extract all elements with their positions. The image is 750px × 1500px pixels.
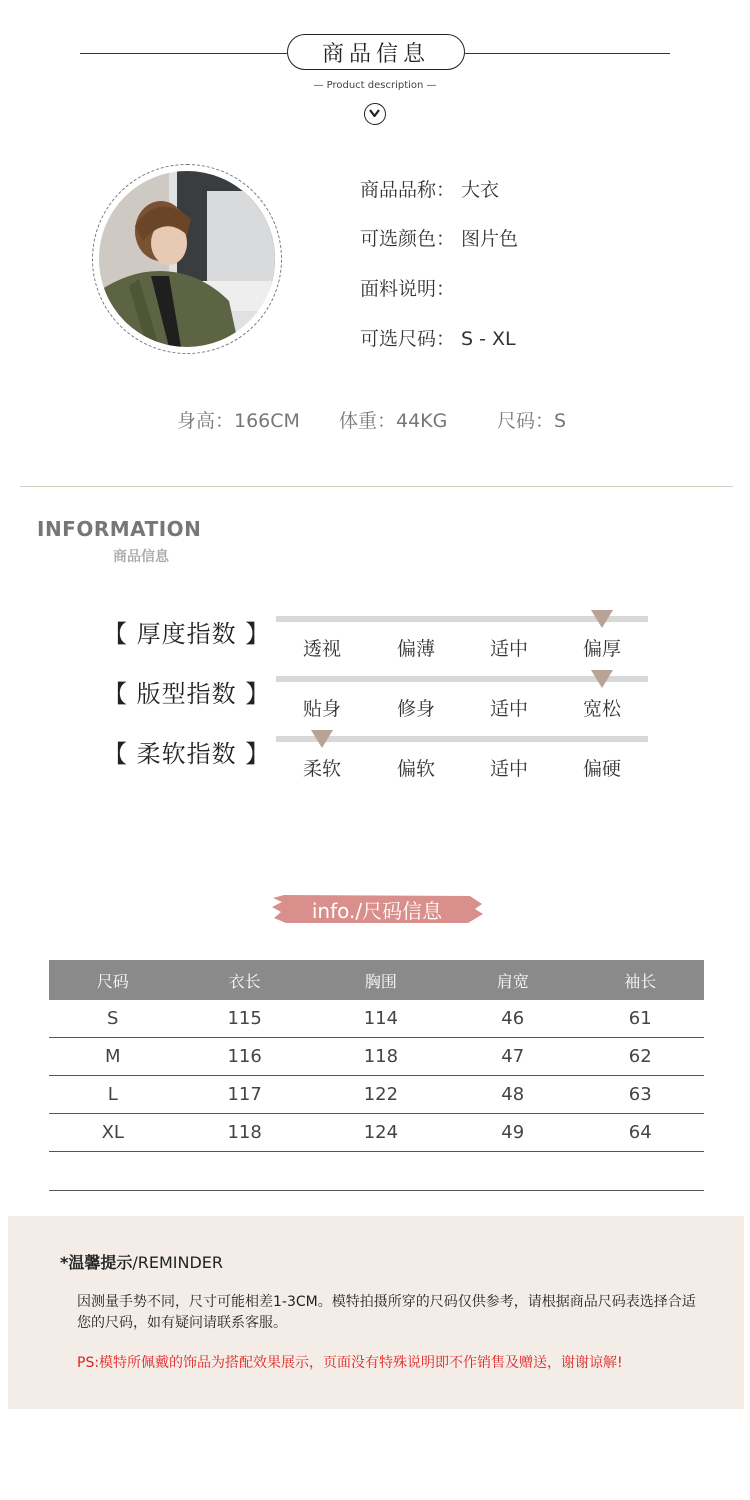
table-cell: 49 bbox=[449, 1114, 576, 1152]
table-cell bbox=[449, 1152, 576, 1191]
scale-option: 贴身 bbox=[302, 698, 341, 720]
reminder-title-strong: *温馨提示 bbox=[60, 1253, 133, 1272]
table-cell: 114 bbox=[313, 1000, 449, 1038]
scale-marker-icon bbox=[591, 670, 613, 688]
spec-value: S - XL bbox=[461, 328, 516, 350]
table-row bbox=[49, 1000, 704, 1038]
table-cell: 62 bbox=[577, 1038, 705, 1076]
spec-sizes bbox=[360, 324, 516, 351]
information-heading: INFORMATION bbox=[37, 517, 202, 541]
scale-option: 偏硬 bbox=[582, 758, 621, 780]
table-cell: 63 bbox=[577, 1076, 705, 1114]
scale-marker-icon bbox=[591, 610, 613, 628]
col-header-size: 尺码 bbox=[49, 960, 176, 1000]
size-table-header bbox=[49, 960, 704, 1000]
table-cell: 118 bbox=[176, 1114, 312, 1152]
scale-marker-icon bbox=[311, 730, 333, 748]
spec-color bbox=[360, 224, 518, 251]
table-cell: 116 bbox=[176, 1038, 312, 1076]
table-cell: 122 bbox=[313, 1076, 449, 1114]
col-header-sleeve: 袖长 bbox=[577, 960, 705, 1000]
table-cell: 118 bbox=[313, 1038, 449, 1076]
section-divider bbox=[20, 486, 733, 487]
col-header-shoulder: 肩宽 bbox=[449, 960, 576, 1000]
table-row bbox=[49, 1076, 704, 1114]
scale-option: 适中 bbox=[489, 758, 528, 780]
spec-fabric bbox=[360, 274, 461, 301]
table-cell: L bbox=[49, 1076, 176, 1114]
section-subtitle: — Product description — bbox=[313, 80, 437, 91]
col-header-length: 衣长 bbox=[176, 960, 312, 1000]
spec-value: 大衣 bbox=[461, 179, 500, 201]
scale-label: 【 厚度指数 】 bbox=[103, 620, 271, 648]
table-cell bbox=[176, 1152, 312, 1191]
header-line-left bbox=[80, 53, 287, 54]
table-cell: 64 bbox=[577, 1114, 705, 1152]
scale-option: 柔软 bbox=[302, 758, 341, 780]
table-cell: S bbox=[49, 1000, 176, 1038]
spec-label: 可选尺码： bbox=[360, 328, 456, 350]
information-subheading: 商品信息 bbox=[113, 549, 169, 565]
product-photo bbox=[99, 171, 275, 347]
table-cell: 115 bbox=[176, 1000, 312, 1038]
chevron-down-icon bbox=[364, 103, 386, 125]
table-row bbox=[49, 1114, 704, 1152]
table-cell: M bbox=[49, 1038, 176, 1076]
table-cell bbox=[313, 1152, 449, 1191]
table-cell: 46 bbox=[449, 1000, 576, 1038]
table-cell: 48 bbox=[449, 1076, 576, 1114]
col-header-chest: 胸围 bbox=[313, 960, 449, 1000]
size-info-tag: info./尺码信息 bbox=[311, 898, 443, 923]
table-cell: 47 bbox=[449, 1038, 576, 1076]
scale-option: 适中 bbox=[489, 698, 528, 720]
table-cell: 117 bbox=[176, 1076, 312, 1114]
scale-label: 【 版型指数 】 bbox=[103, 680, 271, 708]
header-line-right bbox=[465, 53, 670, 54]
spec-label: 面料说明： bbox=[360, 278, 456, 300]
scale-option: 偏薄 bbox=[396, 638, 435, 660]
table-cell: 124 bbox=[313, 1114, 449, 1152]
reminder-ps: PS:模特所佩戴的饰品为搭配效果展示，页面没有特殊说明即不作销售及赠送，谢谢谅解! bbox=[77, 1355, 623, 1371]
spec-label: 商品品称： bbox=[360, 179, 456, 201]
table-cell bbox=[577, 1152, 705, 1191]
spec-name bbox=[360, 175, 499, 202]
spec-value: 图片色 bbox=[461, 228, 519, 250]
scale-option: 透视 bbox=[302, 638, 341, 660]
reminder-text: 因测量手势不同，尺寸可能相差1-3CM。模特拍摄所穿的尺码仅供参考，请根据商品尺码表选择合适您的尺码，如有疑问请联系客服。 bbox=[77, 1294, 696, 1331]
spec-label: 可选颜色： bbox=[360, 228, 456, 250]
table-cell: 61 bbox=[577, 1000, 705, 1038]
table-row bbox=[49, 1038, 704, 1076]
section-title: 商品信息 bbox=[287, 34, 465, 70]
model-weight: 体重：44KG bbox=[339, 410, 448, 432]
scale-option: 宽松 bbox=[582, 698, 621, 720]
scale-label: 【 柔软指数 】 bbox=[103, 740, 271, 768]
scale-option: 偏软 bbox=[396, 758, 435, 780]
table-cell: XL bbox=[49, 1114, 176, 1152]
model-size: 尺码：S bbox=[497, 410, 567, 432]
reminder-title bbox=[60, 1250, 223, 1273]
scale-option: 偏厚 bbox=[582, 638, 621, 660]
model-height: 身高：166CM bbox=[177, 410, 300, 432]
reminder-title-rest: /REMINDER bbox=[132, 1253, 224, 1272]
scale-option: 适中 bbox=[489, 638, 528, 660]
table-row-empty bbox=[49, 1152, 704, 1191]
table-cell bbox=[49, 1152, 176, 1191]
size-table bbox=[49, 960, 704, 1191]
scale-option: 修身 bbox=[396, 698, 435, 720]
